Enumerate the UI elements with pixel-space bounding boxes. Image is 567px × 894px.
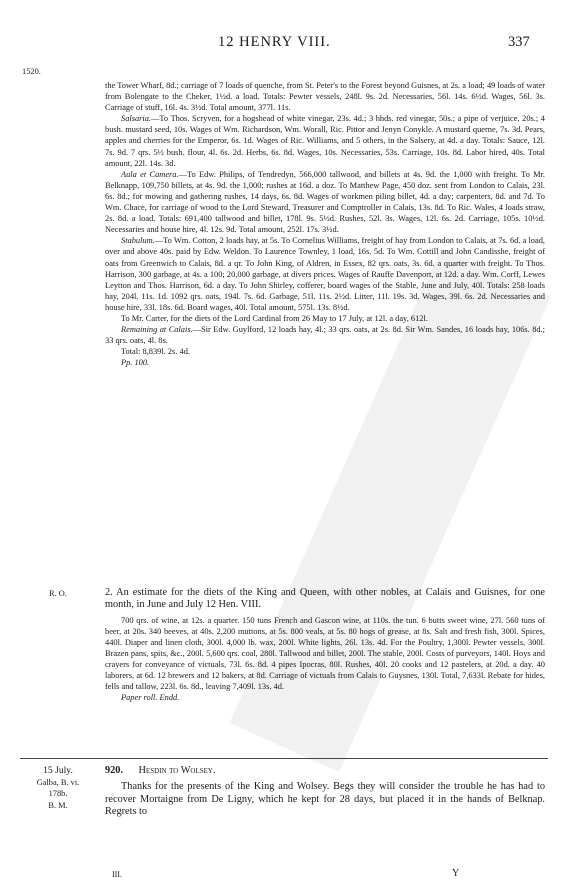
margin-folio: 178b. bbox=[48, 789, 68, 798]
margin-galba: Galba, B. vi. bbox=[36, 777, 80, 787]
letter-text: Thanks for the presents of the King and Wolsey. Begs they will consider the trouble he has had to recover Mortaigne from De Ligny, which he kept for 28 days, but placed it in the hands of Belknap. Regrets to bbox=[105, 781, 545, 818]
estimate-title: 2. An estimate for the diets of the King and Queen, with other nobles, at Calais and Guisnes, for one month, in June and July 12 Hen. VIII. bbox=[105, 587, 545, 611]
section-divider bbox=[20, 758, 548, 759]
letter-heading bbox=[105, 765, 545, 777]
paragraph-carter: To Mr. Carter, for the diets of the Lord Cardinal from 26 May to 17 July, at 12l. a day, 612l. bbox=[121, 313, 428, 323]
footer-volume: III. bbox=[112, 870, 122, 879]
paragraph-aula bbox=[105, 169, 545, 236]
paragraph-stabulum bbox=[105, 235, 545, 313]
paragraph-remaining bbox=[105, 324, 545, 346]
text-salsaria: —To Thos. Scryven, for a hogshead of white vinegar, 23s. 4d.; 3 hhds. red vinegar, 50s.; a pipe of verjuice, 20s.; 4 bush. mustard seed, 10s. Wages of Wm. Richardson, Wm. Worall, Ric. Pittor and Jenyn Conykle. A mustard querne, 7s. 3d. Pears, apples and cherries for the Emperor, 6s. 1d. Wages of Ric. Williams, and 5 others, in the Salsery, at 4d. a day. Totals: Sauce, 12l. 7s. 9d. 7 qrs. 5½ bush. flour, 4l. 6s. 2d. Herbs, 6s. 8d. Wages, 10s. Necessaries, 53s. Carriage, 10s. 8d. Labor hired, 40s. Total amount, 22l. 14s. 3d. bbox=[105, 114, 545, 168]
page-title: 12 HENRY VIII. bbox=[218, 34, 331, 50]
heading-aula: Aula et Camera. bbox=[121, 169, 179, 179]
section-estimate bbox=[105, 587, 545, 704]
margin-year: 1520. bbox=[22, 67, 41, 76]
margin-date: 15 July. bbox=[43, 765, 73, 776]
estimate-text: 700 qrs. of wine, at 12s. a quarter. 150 tuns French and Gascon wine, at 110s. the tun. 6 butts sweet wine, 27l. 560 tuns of beer, at 20s. 340 beeves, at 40s. 2,200 muttons, at 5s. 800 veals, at 5s. 80 hogs of grease, at 8s. Salt and fresh fish, 300l. Spices, 440l. Diaper and linen cloth, 300l. 4,000 lb. wax, 200l. White lights, 26l. 13s. 4d. For the Poultry, 1,300l. Pewter vessels, 300l. Brazen pans, spits, &c., 200l. 5,600 qrs. coal, 280l. Tallwood and billet, 200l. The stable, 200l. Costs of purveyors, 140l. Hoys and crayers for conveyance of victuals, 73l. 6s. 8d. 4 pipes Ipocras, 80l. Rushes, 40l. 20 cooks and 12 pastelers, at 20d. a day. 40 laborers, at 6d. 12 brewers and 12 bakers, at 8d. Carriage of victuals from Calais to Guysnes, 130l. Total, 7,633l. Rebate for hides, fells and tallow, 223l. 6s. 8d., leaving 7,409l. 13s. 4d. bbox=[105, 615, 545, 692]
section-accounts bbox=[105, 80, 545, 368]
margin-bm: B. M. bbox=[48, 800, 68, 810]
paragraph-tower-wharf: the Tower Wharf, 8d.; carriage of 7 loads of quenche, from St. Peter's to the Forest beyond Guisnes, at 2s. a load; 49 loads of water from Bolengate to the Cheker, 1½d. a load. Totals: Pewter vessels, 248l. 9s. 2d. Necessaries, 56l. 14s. 6½d. Wages, 56l. 3s. Carriage of stuff, 16l. 4s. 3½d. Total amount, 377l. 11s. bbox=[105, 81, 545, 113]
heading-remaining: Remaining at Calais. bbox=[121, 325, 193, 335]
footer-signature: Y bbox=[452, 868, 460, 879]
letter-title: Hesdin to Wolsey. bbox=[138, 765, 216, 776]
page-number: 337 bbox=[508, 34, 530, 50]
text-stabulum: —To Wm. Cotton, 2 loads hay, at 5s. To Cornelius Williams, freight of hay from London to Calais, at 7s. 6d. a load, over and above 40s. paid by Edw. Weldon. To Laurence Townley, 1 load, 16s. 5d. To Wm. Cottill and John Candisshe, freight of oats from Greenwich to Calais, 8d. a qr. To John King, of Aldren, in Essex, 82 qrs. oats, 3s. 6d. a quarter with freight. To Thos. Harrison, 300 garbage, at 4s. a 100; 20,000 garbage, at divers prices. Wages of Rauffe Davenport, at 12d. a day. Wm. Corff, Lewes Leytton and Thos. Harrison, 6d. a day. To John Shirley, cofferer, board wages of the Stable, June and July, 40l. Totals: 258 loads hay, 204l. 11s. 1d. 1092 qrs. oats, 194l. 7s. 6d. Garbage, 51l. 11s. 2½d. Litter, 11l. 19s. 3d. Wages, 39l. 6s. 2d. Necessaries and house hire, 33l. 18s. 6d. Board wages, 40l. Total amount, 575l. 13s. 8½d. bbox=[105, 236, 545, 312]
entry-number: 920. bbox=[105, 765, 124, 776]
section-letter bbox=[105, 765, 545, 819]
paragraph-salsaria bbox=[105, 113, 545, 168]
margin-ro: R. O. bbox=[49, 589, 67, 598]
heading-salsaria: Salsaria. bbox=[121, 114, 152, 124]
text-aula: —To Edw. Philips, of Tendredyn, 566,000 tallwood, and billets at 4s. 9d. the 1,000 with freight. To Mr. Belknapp, 109,750 billets, at 4s. 9d. the 1,000; rushes at 16d. a doz. To Matthew Page, 450 doz. sent from London to Calais, 23l. 6s. 8d.; for mowing and gathering rushes, 14 days, 6s. 8d. Wages of workmen piling billet, 4d. a day; carpenters, 8d. and 7d. To Wm. Chace, for carriage of wood to the Lord Steward, Treasurer and Comptroller in Calais, 13s. 8d. To Ric. Wales, 4 loads straw, 2s. 8d. a load. Totals: 691,400 tallwood and billet, 178l. 9s. 5½d. Rushes, 52l. 3s. Wages, 12l. 6s. 2d. Carriage, 105s. 10½d. Necessaries and house hire, 4l. 12s. 9d. Total amount, 252l. 17s. 3½d. bbox=[105, 169, 545, 235]
pages-note: Pp. 100. bbox=[121, 358, 150, 368]
heading-stabulum: Stabulum. bbox=[121, 236, 155, 246]
estimate-endorsement: Paper roll. Endd. bbox=[121, 693, 180, 703]
total-line: Total: 8,839l. 2s. 4d. bbox=[121, 347, 190, 357]
running-header bbox=[0, 34, 567, 54]
text-remaining: —Sir Edw. Guylford, 12 loads hay, 4l.; 33 qrs. oats, at 2s. 8d. Sir Wm. Sandes, 16 loads hay, 106s. 8d.; 33 qrs. oats, 4l. 8s. bbox=[105, 325, 545, 346]
margin-source bbox=[18, 765, 98, 811]
